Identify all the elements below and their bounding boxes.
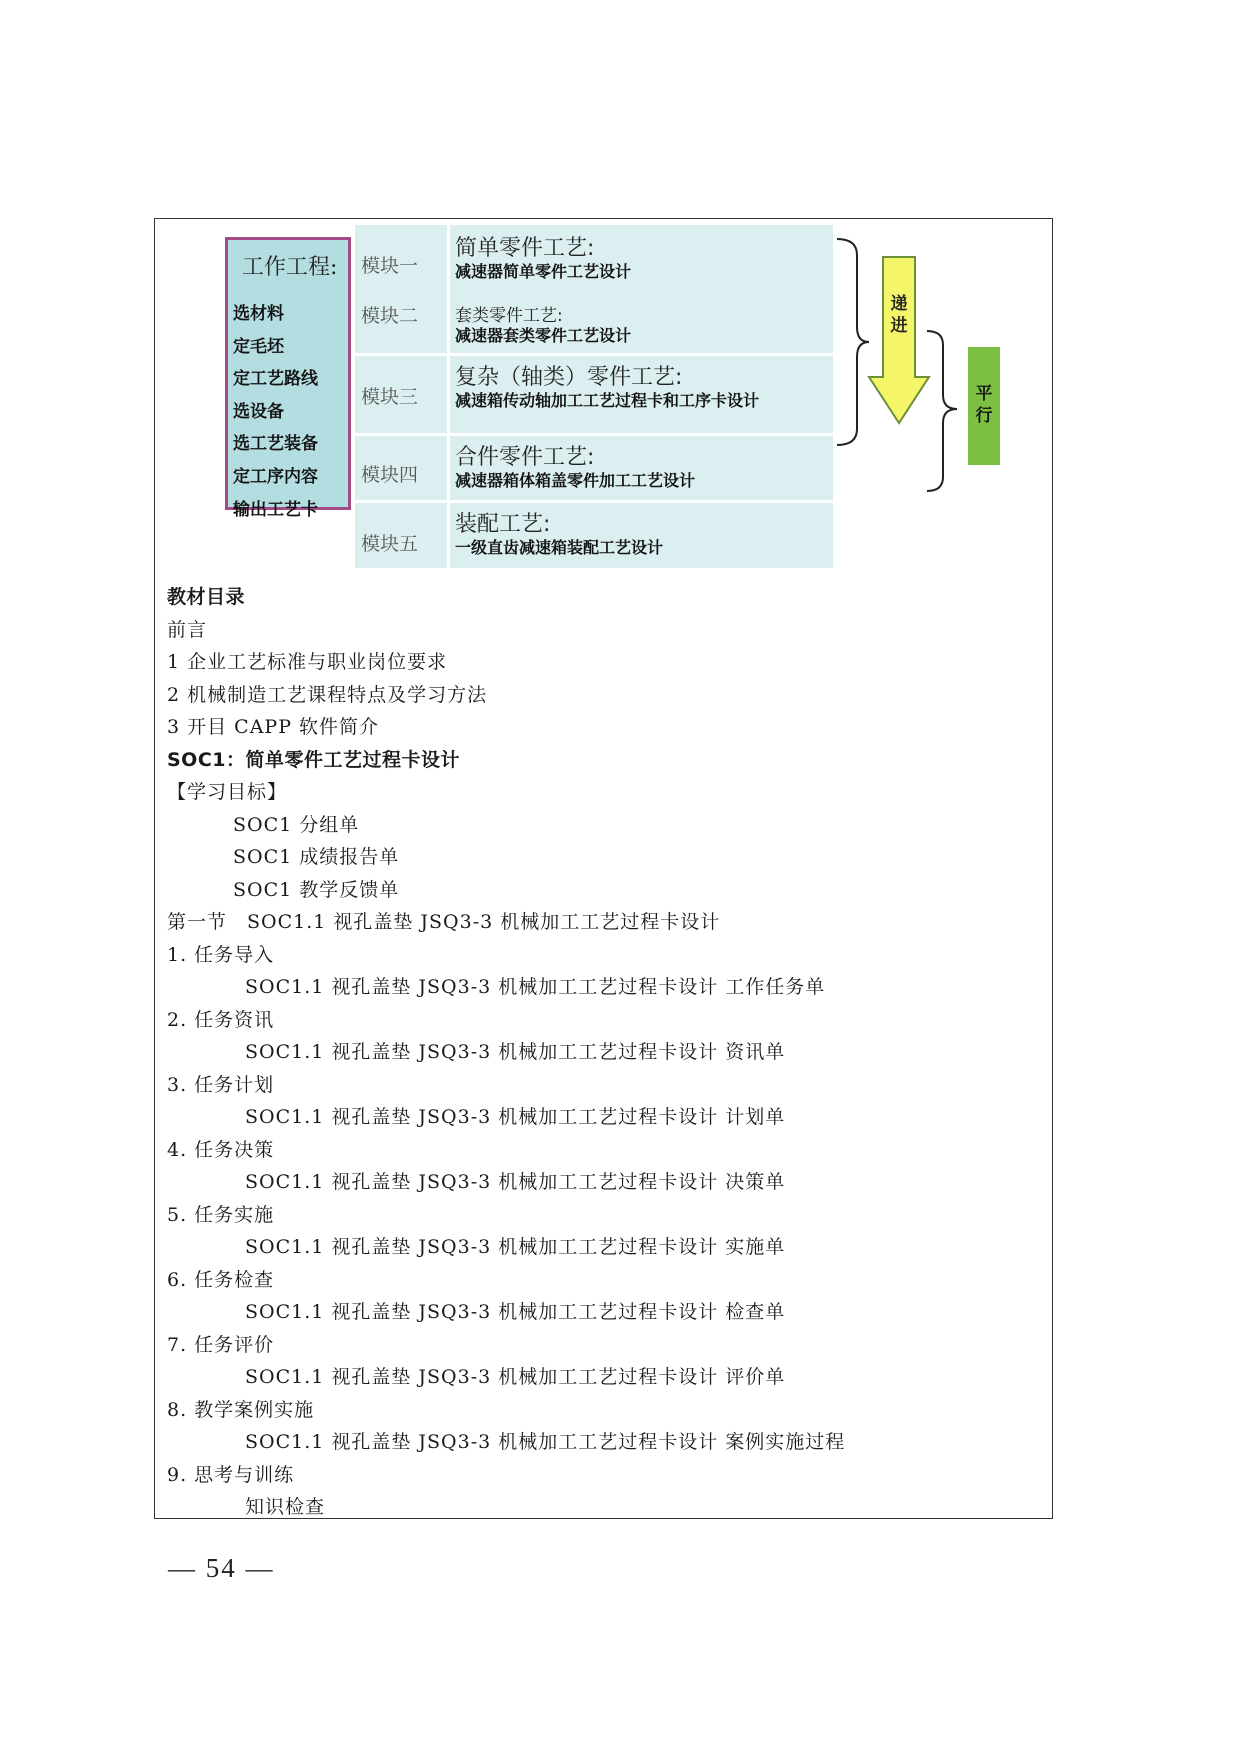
module-name: 模块五 [361, 533, 419, 555]
module-block-4 [355, 436, 833, 500]
toc-heading: 教材目录 [167, 586, 246, 608]
process-step: 定工序内容 [233, 466, 318, 487]
page-number: — 54 — [168, 1553, 275, 1583]
work-process-steps [233, 298, 318, 526]
toc-item: 【学习目标】 [167, 781, 288, 803]
toc-section: 第一节 SOC1.1 视孔盖垫 JSQ3-3 机械加工工艺过程卡设计 [167, 911, 721, 933]
process-step: 选材料 [233, 304, 284, 324]
toc-item: 2. 任务资讯 [167, 1008, 275, 1031]
course-structure-diagram [155, 219, 1054, 579]
module-desc: 一级直齿减速箱装配工艺设计 [455, 538, 664, 557]
module-desc: 减速箱传动轴加工工艺过程卡和工序卡设计 [455, 391, 760, 410]
toc-item: 9. 思考与训练 [167, 1463, 295, 1486]
toc-item: 8. 教学案例实施 [167, 1398, 315, 1421]
parallel-box [968, 347, 1000, 465]
parallel-label: 平行 [975, 384, 993, 426]
toc-subitem: SOC1.1 视孔盖垫 JSQ3-3 机械加工工艺过程卡设计 工作任务单 [245, 976, 826, 998]
process-step: 定毛坯 [233, 336, 284, 357]
module-separator [447, 356, 450, 433]
toc-subitem: 知识检查 [245, 1496, 326, 1518]
module-block-5 [355, 503, 833, 568]
toc-item: 7. 任务评价 [167, 1333, 275, 1356]
toc-chapter: SOC1：简单零件工艺过程卡设计 [167, 748, 461, 771]
toc-item: 3. 任务计划 [167, 1073, 275, 1096]
toc-subitem: SOC1.1 视孔盖垫 JSQ3-3 机械加工工艺过程卡设计 案例实施过程 [245, 1431, 846, 1453]
process-step: 定工艺路线 [233, 369, 318, 390]
module-separator [447, 503, 450, 568]
toc-subitem: SOC1.1 视孔盖垫 JSQ3-3 机械加工工艺过程卡设计 计划单 [245, 1106, 786, 1128]
process-step: 输出工艺卡 [233, 499, 318, 520]
bracket-progressive [835, 237, 871, 447]
toc-subitem: SOC1.1 视孔盖垫 JSQ3-3 机械加工工艺过程卡设计 实施单 [245, 1236, 786, 1258]
content-frame [154, 218, 1053, 1519]
toc-subitem: SOC1.1 视孔盖垫 JSQ3-3 机械加工工艺过程卡设计 资讯单 [245, 1041, 786, 1063]
module-name: 模块二 [361, 305, 419, 327]
module-block-1-2 [355, 225, 833, 353]
toc-item: 2 机械制造工艺课程特点及学习方法 [167, 683, 488, 706]
toc-subitem: SOC1.1 视孔盖垫 JSQ3-3 机械加工工艺过程卡设计 检查单 [245, 1301, 786, 1323]
toc-item: 1. 任务导入 [167, 943, 275, 966]
module-title: 复杂（轴类）零件工艺: [455, 365, 683, 390]
module-name: 模块四 [361, 464, 419, 486]
toc-subitem: SOC1.1 视孔盖垫 JSQ3-3 机械加工工艺过程卡设计 决策单 [245, 1171, 786, 1193]
module-title: 合件零件工艺: [455, 445, 595, 470]
module-title: 简单零件工艺: [455, 236, 595, 261]
toc-item: 3 开目 CAPP 软件简介 [167, 716, 380, 738]
down-arrow-icon [867, 255, 931, 425]
work-process-box [225, 237, 351, 520]
module-block-3 [355, 356, 833, 433]
toc-subitem: SOC1.1 视孔盖垫 JSQ3-3 机械加工工艺过程卡设计 评价单 [245, 1366, 786, 1388]
module-name: 模块三 [361, 386, 419, 408]
process-step: 选设备 [233, 401, 284, 422]
process-step: 选工艺装备 [233, 434, 318, 455]
toc-item: 5. 任务实施 [167, 1203, 275, 1226]
toc-item: 4. 任务决策 [167, 1138, 275, 1161]
progressive-label: 递进 [890, 294, 908, 336]
work-process-title: 工作工程: [242, 255, 338, 280]
module-separator [447, 436, 450, 500]
module-desc: 减速器套类零件工艺设计 [455, 326, 632, 345]
module-name: 模块一 [361, 255, 419, 277]
module-title: 装配工艺: [455, 512, 551, 537]
toc-item: 前言 [167, 618, 208, 641]
module-desc: 减速器箱体箱盖零件加工工艺设计 [455, 471, 696, 490]
module-separator [447, 225, 450, 353]
toc-item: 6. 任务检查 [167, 1268, 275, 1291]
module-desc: 减速器简单零件工艺设计 [455, 262, 632, 281]
table-of-contents [167, 581, 845, 1524]
module-title: 套类零件工艺: [455, 306, 563, 326]
toc-subitem: SOC1 教学反馈单 [233, 878, 400, 901]
toc-item: 1 企业工艺标准与职业岗位要求 [167, 651, 448, 673]
toc-subitem: SOC1 分组单 [233, 813, 360, 836]
toc-subitem: SOC1 成绩报告单 [233, 846, 400, 868]
